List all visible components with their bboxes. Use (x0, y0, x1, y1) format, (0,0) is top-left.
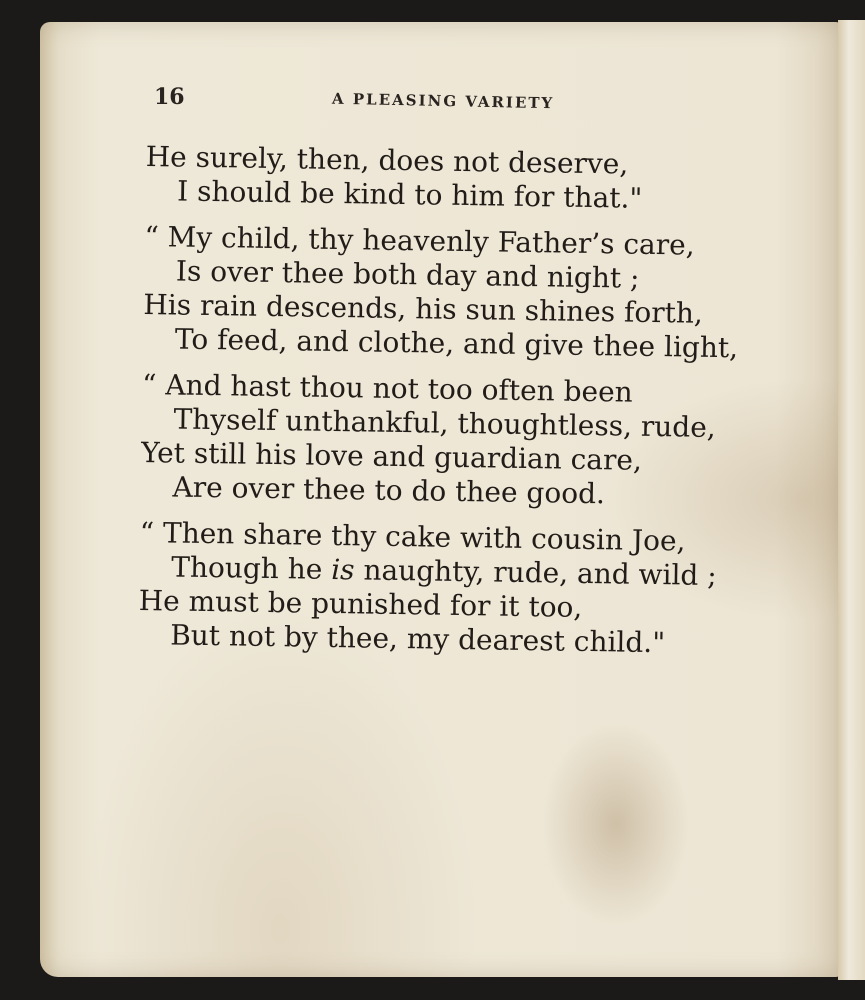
poem-text (138, 140, 786, 674)
poem-line: “ And hast thou not too often been (141, 367, 633, 409)
facing-page-edge (838, 20, 865, 980)
poem-line: Is over thee both day and night ; (175, 254, 640, 295)
page-number: 16 (154, 84, 185, 110)
poem-line: He must be punished for it too, (138, 583, 583, 624)
stanza (145, 140, 786, 218)
poem-line: His rain descends, his sun shines forth, (143, 287, 704, 330)
poem-line: He surely, then, does not deserve, (145, 140, 629, 181)
poem-line: Yet still his love and guardian care, (140, 435, 643, 477)
poem-line: Thyself unthankful, thoughtless, rude, (173, 402, 716, 444)
poem-line: Are over thee to do thee good. (172, 470, 606, 511)
running-head: A PLEASING VARIETY (331, 89, 555, 113)
poem-line: I should be kind to him for that." (176, 174, 643, 215)
stanza (138, 516, 780, 662)
stanza (143, 220, 785, 366)
poem-line: “ Then share thy cake with cousin Joe, (139, 515, 686, 558)
emphasized-word: is (330, 552, 355, 587)
page-header (154, 84, 754, 120)
poem-line: To feed, and clothe, and give thee light, (174, 322, 739, 365)
poem-line: “ My child, thy heavenly Father’s care, (144, 219, 695, 262)
poem-line: But not by thee, my dearest child." (169, 618, 666, 660)
poem-line: Though he is naughty, rude, and wild ; (171, 550, 717, 593)
stanza (140, 368, 782, 514)
